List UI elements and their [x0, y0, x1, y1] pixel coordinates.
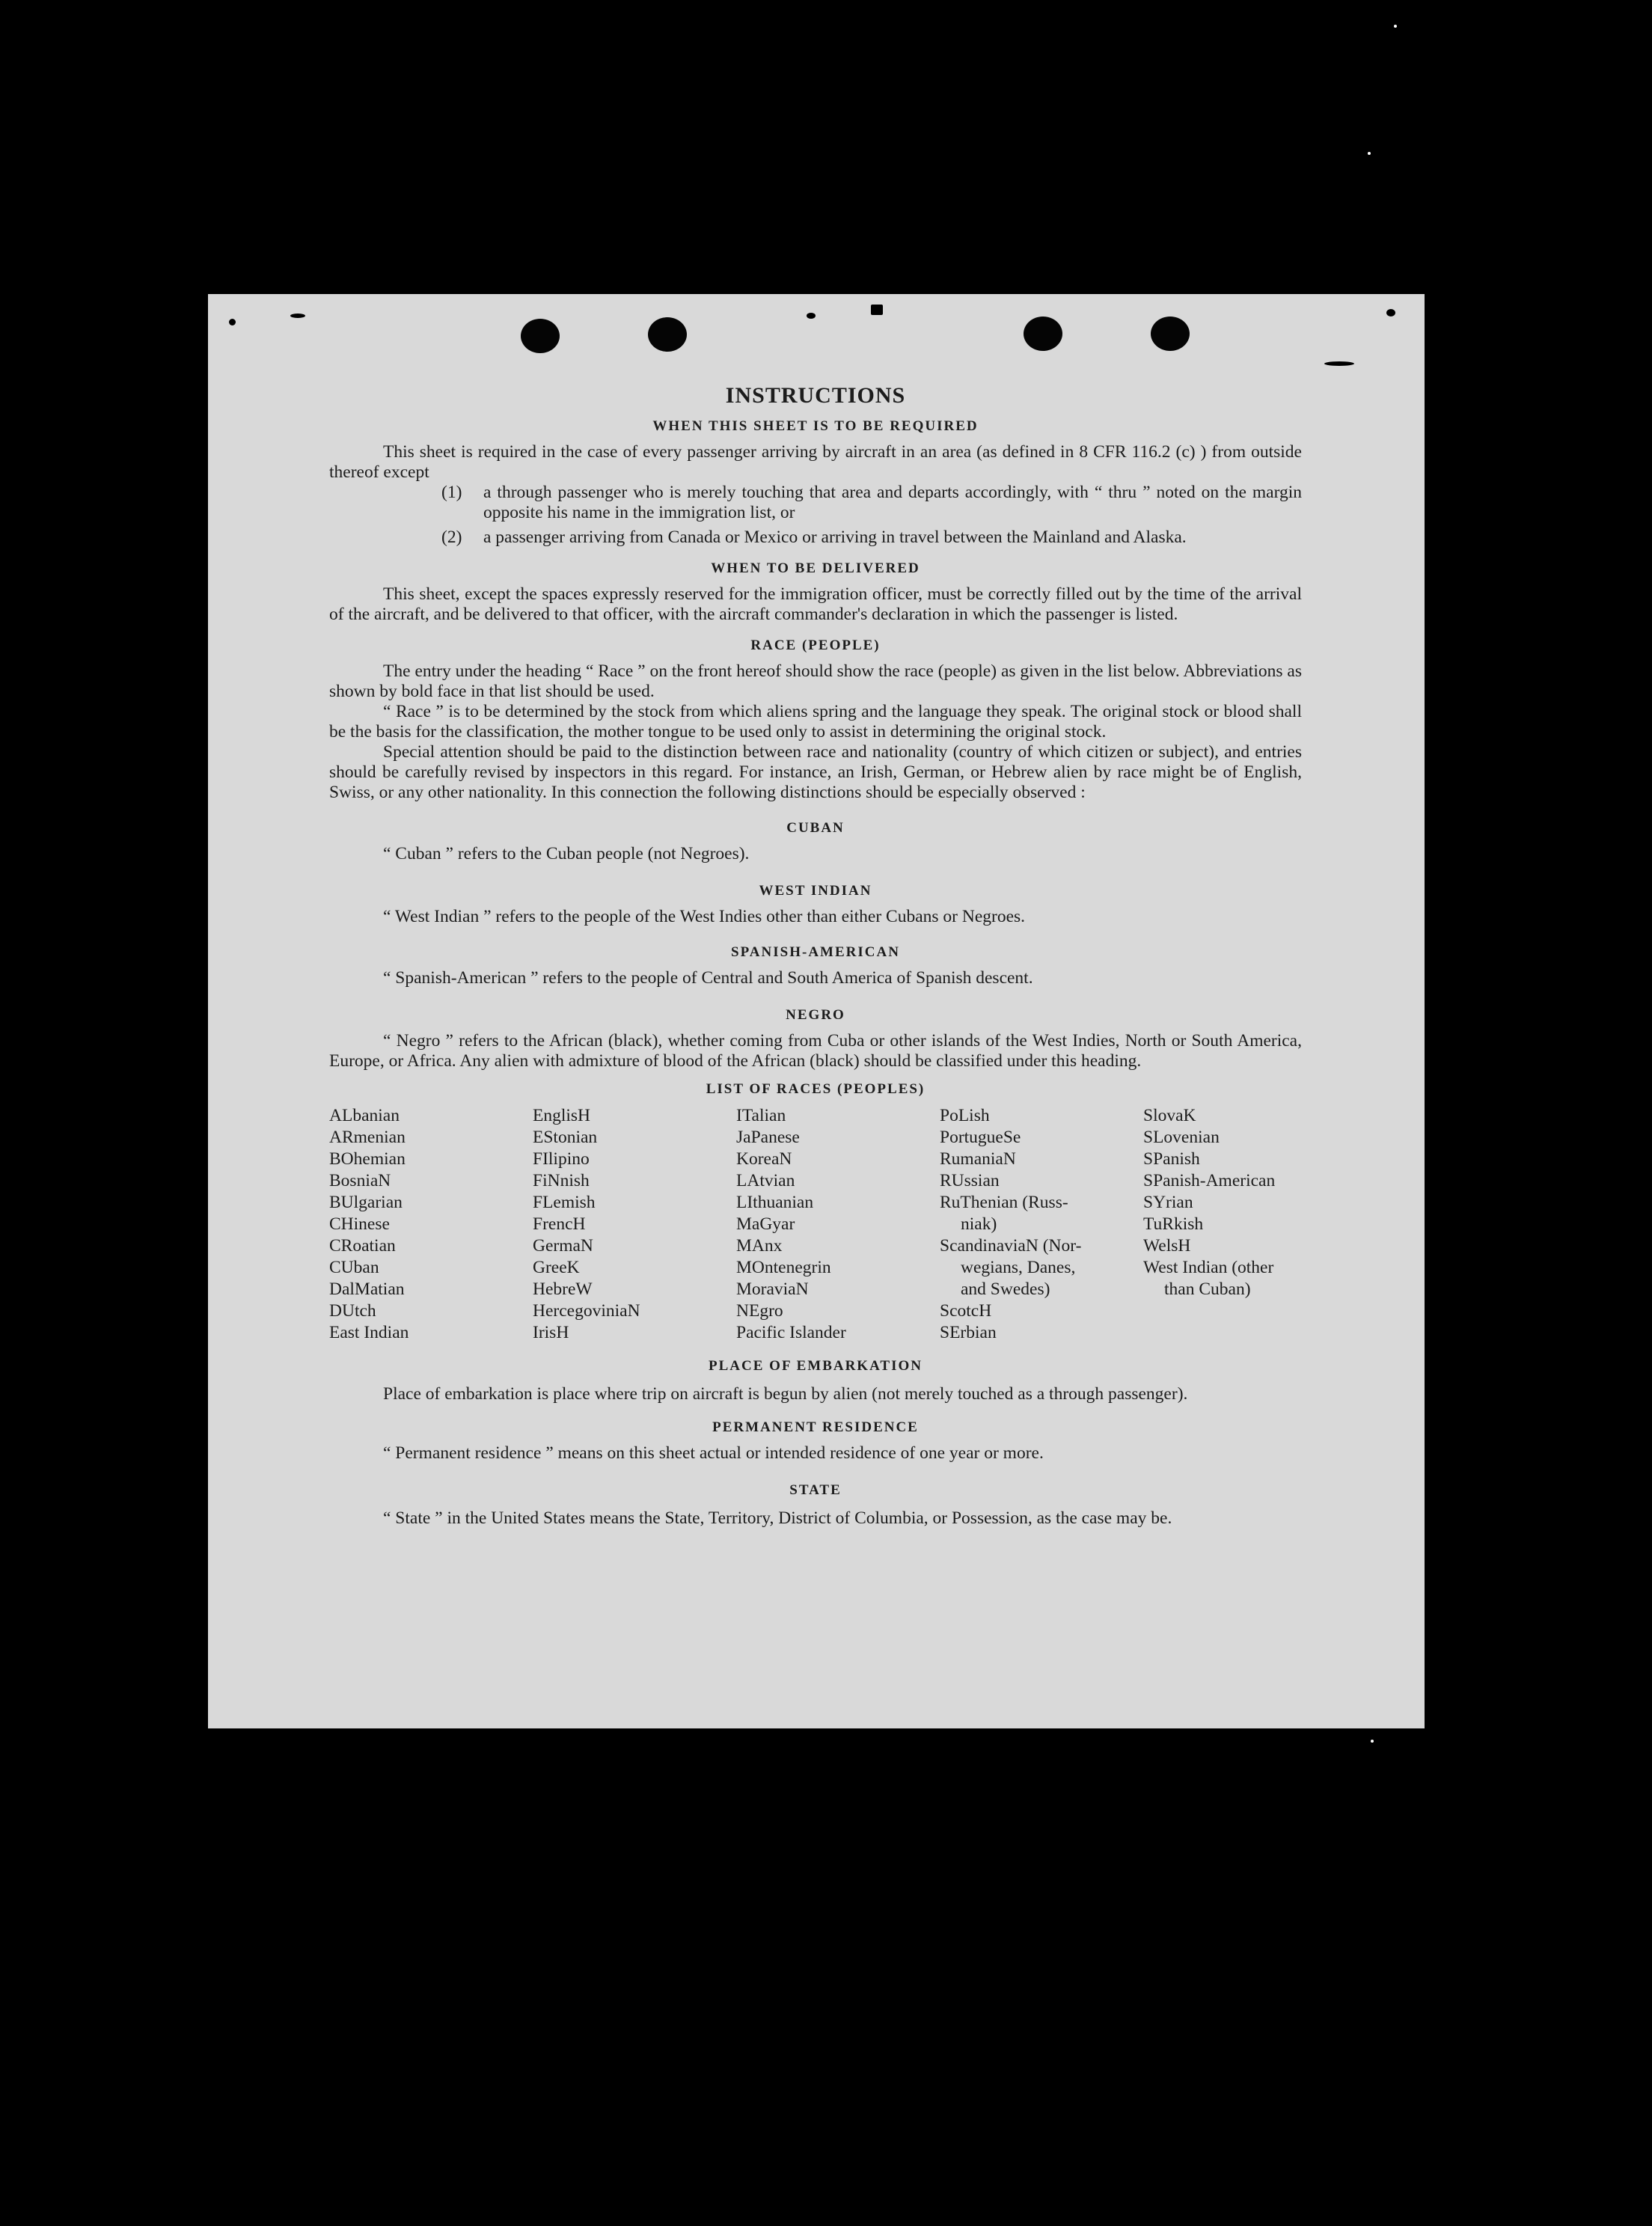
race-entry: FIlipino	[533, 1149, 590, 1169]
page-title: INSTRUCTIONS	[725, 383, 906, 408]
race-entry: LIthuanian	[736, 1193, 814, 1212]
speck	[1386, 309, 1395, 317]
race-entry: DalMatian	[329, 1279, 405, 1299]
speck	[807, 313, 816, 319]
section-heading-required: WHEN THIS SHEET IS TO BE REQUIRED	[652, 418, 979, 434]
race-entry: MoraviaN	[736, 1279, 809, 1299]
races-column	[533, 1105, 736, 1344]
race-entry: EnglisH	[533, 1106, 591, 1125]
speck	[1324, 361, 1354, 366]
race-entry: SPanish-American	[1143, 1171, 1276, 1190]
race-entry: West Indian (other	[1143, 1258, 1274, 1277]
instructions-content	[329, 385, 1302, 1531]
negro-paragraph: “ Negro ” refers to the African (black), whether coming from Cuba or other islands of the West Indies, North or South America, Europe, or Africa. Any alien with admixture of blood of the African (black) should be classified under this heading.	[329, 1031, 1302, 1071]
speck	[1368, 152, 1371, 155]
race-paragraph: The entry under the heading “ Race ” on the front hereof should show the race (people) as given in the list below. Abbreviations as shown by bold face in that list should be used.	[329, 661, 1302, 701]
race-entry: ARmenian	[329, 1128, 406, 1147]
section-heading-state: STATE	[789, 1482, 842, 1498]
delivered-paragraph: This sheet, except the spaces expressly reserved for the immigration officer, must be correctly filled out by the time of the arrival of the aircraft, and be delivered to that officer, with the aircraft commander's declaration in which the passenger is listed.	[329, 584, 1302, 624]
race-paragraph: Special attention should be paid to the distinction between race and nationality (country of which citizen or subject), and entries should be carefully revised by inspectors in this regard. For instance, an Irish, German, or Hebrew alien by race might be of English, Swiss, or any other nationality. In this connection the following distinctions should be especially observed :	[329, 742, 1302, 802]
exception-number: (2)	[441, 528, 462, 547]
race-entry: HercegoviniaN	[533, 1301, 640, 1321]
exception-number: (1)	[441, 483, 462, 502]
race-paragraph: “ Race ” is to be determined by the stock from which aliens spring and the language they speak. The original stock or blood shall be the basis for the classification, the mother tongue to be used only to assist in determining the original stock.	[329, 702, 1302, 742]
embarkation-paragraph: Place of embarkation is place where trip on aircraft is begun by alien (not merely touched as a through passenger).	[383, 1384, 1188, 1404]
race-entry: MAnx	[736, 1236, 783, 1256]
race-entry: PortugueSe	[940, 1128, 1021, 1147]
race-entry: BosniaN	[329, 1171, 391, 1190]
race-entry: LAtvian	[736, 1171, 795, 1190]
race-entry: FLemish	[533, 1193, 596, 1212]
race-entry: CUban	[329, 1258, 379, 1277]
race-entry: RumaniaN	[940, 1149, 1016, 1169]
punch-hole	[521, 319, 560, 353]
spanish-american-paragraph: “ Spanish-American ” refers to the people of Central and South America of Spanish descent.	[383, 968, 1033, 988]
race-entry: RuThenian (Russ-	[940, 1193, 1068, 1212]
section-heading-embarkation: PLACE OF EMBARKATION	[709, 1358, 923, 1374]
section-heading-residence: PERMANENT RESIDENCE	[712, 1419, 919, 1435]
race-entry: ScandinaviaN (Nor-	[940, 1236, 1082, 1256]
section-heading-negro: NEGRO	[786, 1007, 845, 1023]
races-column	[329, 1105, 533, 1344]
race-entry: EStonian	[533, 1128, 598, 1147]
speck	[871, 305, 883, 315]
speck	[1394, 25, 1397, 28]
race-entry-continued: than Cuban)	[1164, 1279, 1251, 1299]
section-heading-races-list: LIST OF RACES (PEOPLES)	[706, 1081, 926, 1097]
races-column	[940, 1105, 1143, 1344]
race-entry: KoreaN	[736, 1149, 792, 1169]
race-entry: SPanish	[1143, 1149, 1200, 1169]
exception-item	[441, 528, 1302, 548]
race-entry: Pacific Islander	[736, 1323, 846, 1342]
race-entry-continued: wegians, Danes,	[961, 1258, 1076, 1277]
speck	[229, 319, 236, 325]
punch-hole	[1151, 317, 1190, 351]
race-entry: TuRkish	[1143, 1214, 1204, 1234]
race-entry-continued: and Swedes)	[961, 1279, 1050, 1299]
speck	[290, 314, 305, 318]
race-entry: MOntenegrin	[736, 1258, 831, 1277]
race-entry: SYrian	[1143, 1193, 1193, 1212]
section-heading-delivered: WHEN TO BE DELIVERED	[711, 560, 920, 576]
race-entry: GreeK	[533, 1258, 580, 1277]
section-heading-cuban: CUBAN	[786, 820, 845, 836]
state-paragraph: “ State ” in the United States means the State, Territory, District of Columbia, or Possession, as the case may be.	[383, 1508, 1172, 1528]
section-heading-spanish-american: SPANISH-AMERICAN	[731, 944, 900, 960]
race-entry: BOhemian	[329, 1149, 406, 1169]
races-column	[736, 1105, 940, 1344]
races-column	[1143, 1105, 1302, 1344]
race-entry: GermaN	[533, 1236, 593, 1256]
residence-paragraph: “ Permanent residence ” means on this sheet actual or intended residence of one year or more.	[383, 1443, 1044, 1463]
race-entry-continued: niak)	[961, 1214, 997, 1234]
speck	[1371, 1740, 1374, 1743]
race-entry: WelsH	[1143, 1236, 1191, 1256]
punch-hole	[1024, 317, 1062, 351]
race-entry: IrisH	[533, 1323, 569, 1342]
race-entry: MaGyar	[736, 1214, 795, 1234]
race-entry: FrencH	[533, 1214, 586, 1234]
race-entry: SlovaK	[1143, 1106, 1196, 1125]
race-entry: East Indian	[329, 1323, 409, 1342]
exception-text: a passenger arriving from Canada or Mexico or arriving in travel between the Mainland and Alaska.	[483, 528, 1187, 547]
race-entry: BUlgarian	[329, 1193, 403, 1212]
race-entry: ALbanian	[329, 1106, 400, 1125]
race-entry: SLovenian	[1143, 1128, 1220, 1147]
race-entry: SErbian	[940, 1323, 997, 1342]
race-entry: JaPanese	[736, 1128, 800, 1147]
cuban-paragraph: “ Cuban ” refers to the Cuban people (not Negroes).	[383, 844, 750, 863]
race-entry: CHinese	[329, 1214, 390, 1234]
race-entry: RUssian	[940, 1171, 1000, 1190]
required-paragraph: This sheet is required in the case of every passenger arriving by aircraft in an area (as defined in 8 CFR 116.2 (c) ) from outside thereof except	[329, 442, 1302, 482]
race-entry: ITalian	[736, 1106, 786, 1125]
exception-text: a through passenger who is merely touching that area and departs accordingly, with “ thru ” noted on the margin opposite his name in the immigration list, or	[483, 483, 1302, 522]
race-entry: FiNnish	[533, 1171, 590, 1190]
race-entry: ScotcH	[940, 1301, 992, 1321]
west-indian-paragraph: “ West Indian ” refers to the people of the West Indies other than either Cubans or Negroes.	[383, 907, 1026, 926]
race-entry: NEgro	[736, 1301, 783, 1321]
races-list	[329, 1105, 1302, 1344]
document-sheet	[208, 294, 1425, 1728]
race-entry: HebreW	[533, 1279, 593, 1299]
punch-hole	[648, 317, 687, 352]
race-entry: PoLish	[940, 1106, 990, 1125]
race-entry: DUtch	[329, 1301, 376, 1321]
exception-item	[441, 483, 1302, 523]
section-heading-race: RACE (PEOPLE)	[750, 637, 881, 653]
race-entry: CRoatian	[329, 1236, 396, 1256]
section-heading-west-indian: WEST INDIAN	[759, 883, 872, 899]
